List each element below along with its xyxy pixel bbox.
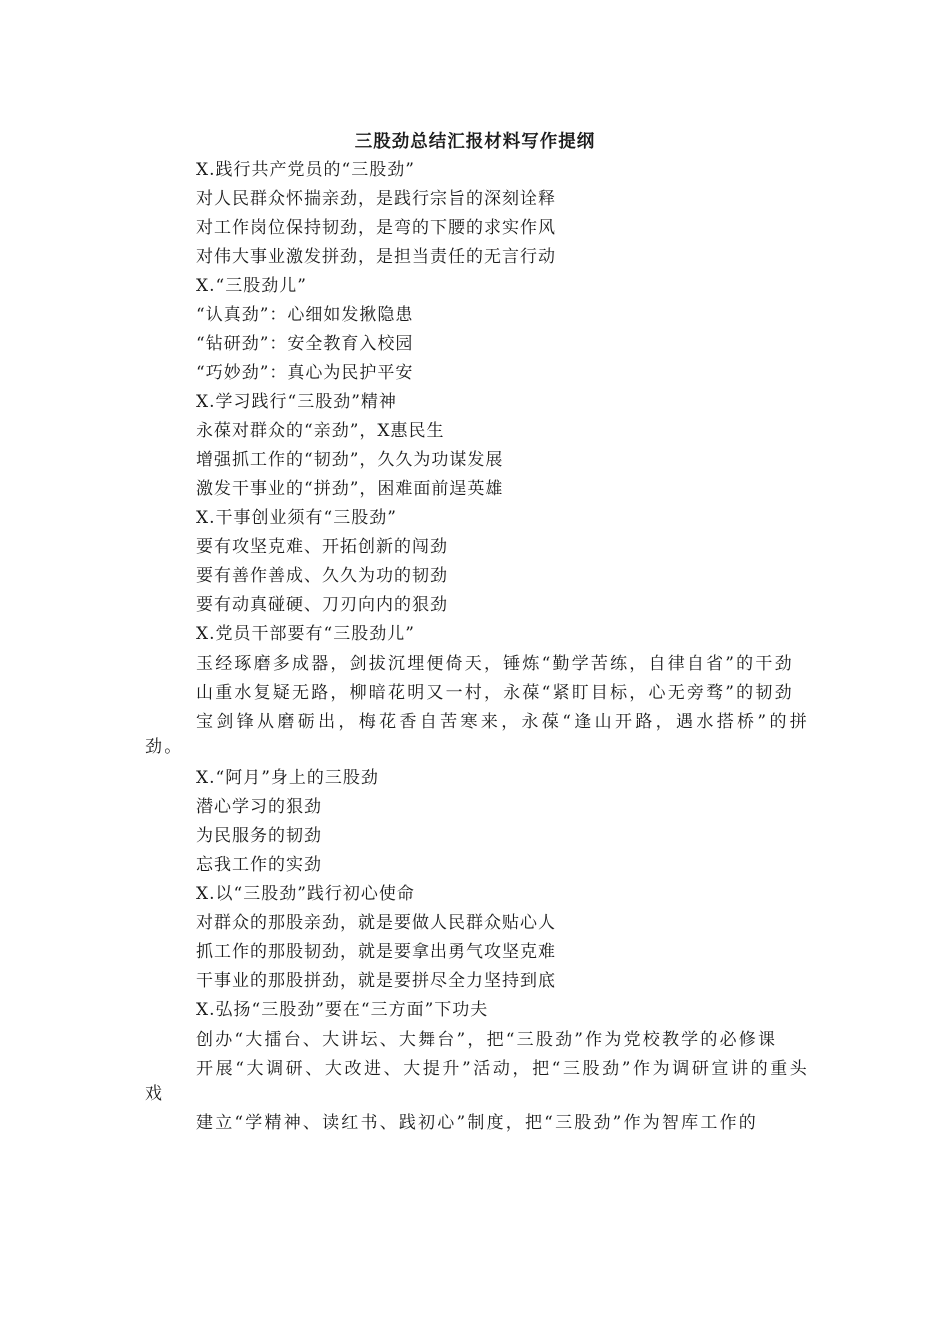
body-line: 增强抓工作的“韧劲”，久久为功谋发展 (196, 450, 504, 470)
body-line: X.学习践行“三股劲”精神 (196, 392, 397, 412)
body-line: 要有动真碰硬、刀刃向内的狠劲 (196, 595, 448, 615)
body-line: X.干事创业须有“三股劲” (196, 508, 397, 528)
document-title: 三股劲总结汇报材料写作提纲 (354, 132, 596, 152)
body-line: X.践行共产党员的“三股劲” (196, 160, 415, 180)
body-paragraph: 玉经琢磨多成器，剑拔沉埋便倚天，锤炼“勤学苦练，自律自省”的干劲 (196, 654, 794, 674)
body-paragraph: 创办“大擂台、大讲坛、大舞台”，把“三股劲”作为党校教学的必修课 (196, 1030, 778, 1050)
body-line: 对伟大事业激发拼劲，是担当责任的无言行动 (196, 247, 556, 267)
body-line: 要有攻坚克难、开拓创新的闯劲 (196, 537, 448, 557)
body-paragraph: 建立“学精神、读红书、践初心”制度，把“三股劲”作为智库工作的 (196, 1113, 758, 1133)
body-line: 激发干事业的“拼劲”，困难面前逞英雄 (196, 479, 504, 499)
body-line: 对工作岗位保持韧劲，是弯的下腰的求实作风 (196, 218, 556, 238)
body-line: X.以“三股劲”践行初心使命 (196, 884, 415, 904)
body-line: 潜心学习的狠劲 (196, 797, 322, 817)
body-line: X.弘扬“三股劲”要在“三方面”下功夫 (196, 1000, 489, 1020)
body-line: 对人民群众怀揣亲劲，是践行宗旨的深刻诠释 (196, 189, 556, 209)
body-line: 干事业的那股拼劲，就是要拼尽全力坚持到底 (196, 971, 556, 991)
body-line: “巧妙劲”：真心为民护平安 (196, 363, 414, 383)
body-line: 对群众的那股亲劲，就是要做人民群众贴心人 (196, 913, 556, 933)
body-line: X.党员干部要有“三股劲儿” (196, 624, 415, 644)
document-body (145, 156, 809, 1140)
body-paragraph: 宝剑锋从磨砺出，梅花香自苦寒来，永葆“逢山开路，遇水搭桥”的拼劲。 (145, 712, 809, 757)
body-paragraph: 开展“大调研、大改进、大提升”活动，把“三股劲”作为调研宣讲的重头戏 (145, 1059, 809, 1104)
body-line: 抓工作的那股韧劲，就是要拿出勇气攻坚克难 (196, 942, 556, 962)
body-line: 要有善作善成、久久为功的韧劲 (196, 566, 448, 586)
body-paragraph: 山重水复疑无路，柳暗花明又一村，永葆“紧盯目标，心无旁骛”的韧劲 (196, 683, 794, 703)
body-line: X.“三股劲儿” (196, 276, 307, 296)
body-line: 永葆对群众的“亲劲”，X惠民生 (196, 421, 445, 441)
body-line: X.“阿月”身上的三股劲 (196, 768, 379, 788)
body-line: “认真劲”：心细如发揪隐患 (196, 305, 414, 325)
body-line: 为民服务的韧劲 (196, 826, 322, 846)
body-line: “钻研劲”：安全教育入校园 (196, 334, 414, 354)
body-line: 忘我工作的实劲 (196, 855, 322, 875)
